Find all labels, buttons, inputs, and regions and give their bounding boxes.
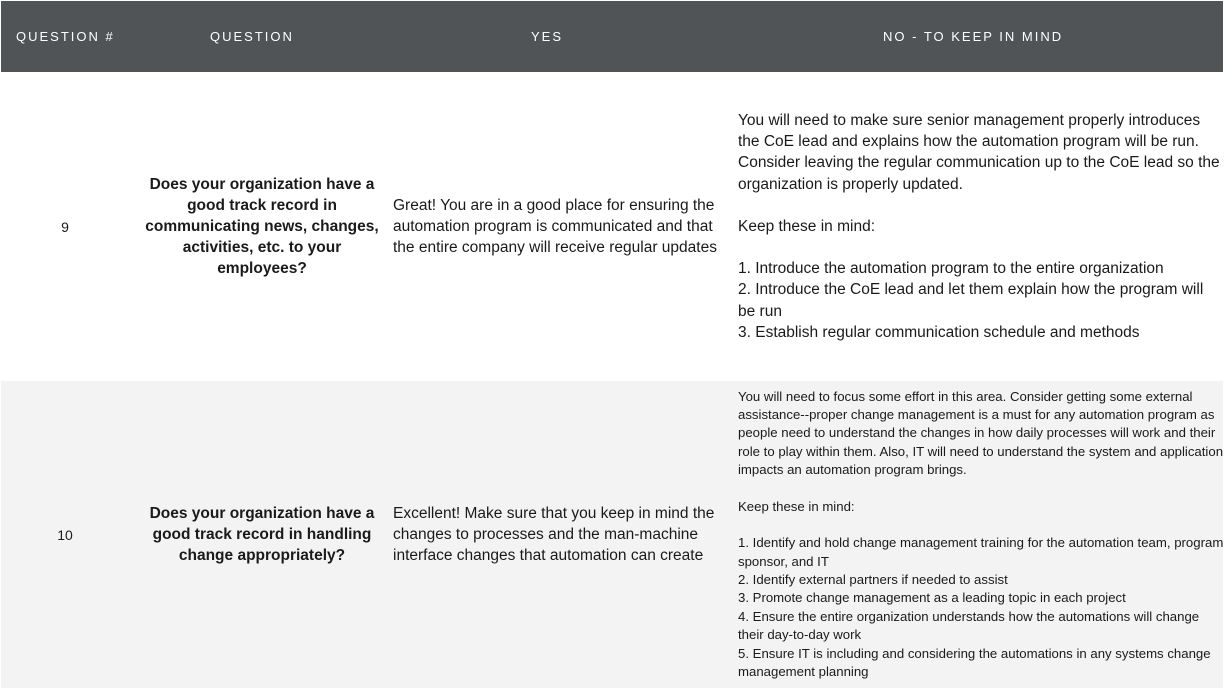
header-question-number: QUESTION # [16,29,115,44]
yes-answer [393,381,723,688]
list-item: 2. Identify external partners if needed to assist [738,571,1008,587]
table-header [1,1,1223,72]
question-text-content: Does your organization have a good track record in communicating news, changes, activities, etc. to your employees? [145,176,379,277]
table-row [1,72,1223,381]
question-text [144,72,380,381]
header-question: QUESTION [210,29,294,44]
question-number: 10 [57,526,73,543]
header-no-keep-in-mind: NO - TO KEEP IN MIND [883,29,1064,44]
no-keep-in-mind [738,72,1224,381]
question-text [144,381,380,688]
yes-answer-text: Great! You are in a good place for ensuring the automation program is communicated and that the entire company will receive regular updates [393,197,717,256]
yes-answer [393,72,723,381]
keep-in-mind-label: Keep these in mind: [738,498,855,514]
no-keep-in-mind [738,381,1224,688]
no-keep-in-mind-content [738,388,1224,682]
yes-answer-text: Excellent! Make sure that you keep in mind the changes to processes and the man-machine interface changes that automation can create [393,505,715,564]
list-item: 3. Establish regular communication schedule and methods [738,324,1140,342]
no-intro: You will need to make sure senior management properly introduces the CoE lead and explains how the automation program will be run. Consider leaving the regular communication up to the CoE lead so the organization is properly updated. [738,111,1220,193]
keep-in-mind-label: Keep these in mind: [738,217,876,235]
table-row [1,381,1223,688]
question-number: 9 [61,218,69,235]
no-keep-in-mind-content [738,110,1224,344]
list-item: 1. Introduce the automation program to the entire organization [738,260,1164,278]
question-text-content: Does your organization have a good track record in handling change appropriately? [149,505,375,564]
header-yes: YES [531,29,564,44]
no-intro: You will need to focus some effort in this area. Consider getting some external assistance--proper change management is a must for any automation program as people need to understand the changes in how daily processes will work and their role to play within them. Also, IT will need to understand the system and application impacts an automation program brings. [738,388,1224,478]
list-item: 4. Ensure the entire organization understands how the automations will change their day-to-day work [738,608,1200,643]
list-item: 2. Introduce the CoE lead and let them explain how the program will be run [738,281,1204,320]
list-item: 1. Identify and hold change management training for the automation team, program sponsor, and IT [738,535,1224,569]
list-item: 5. Ensure IT is including and considering the automations in any systems change management planning [738,645,1211,679]
list-item: 3. Promote change management as a leading topic in each project [738,590,1126,606]
